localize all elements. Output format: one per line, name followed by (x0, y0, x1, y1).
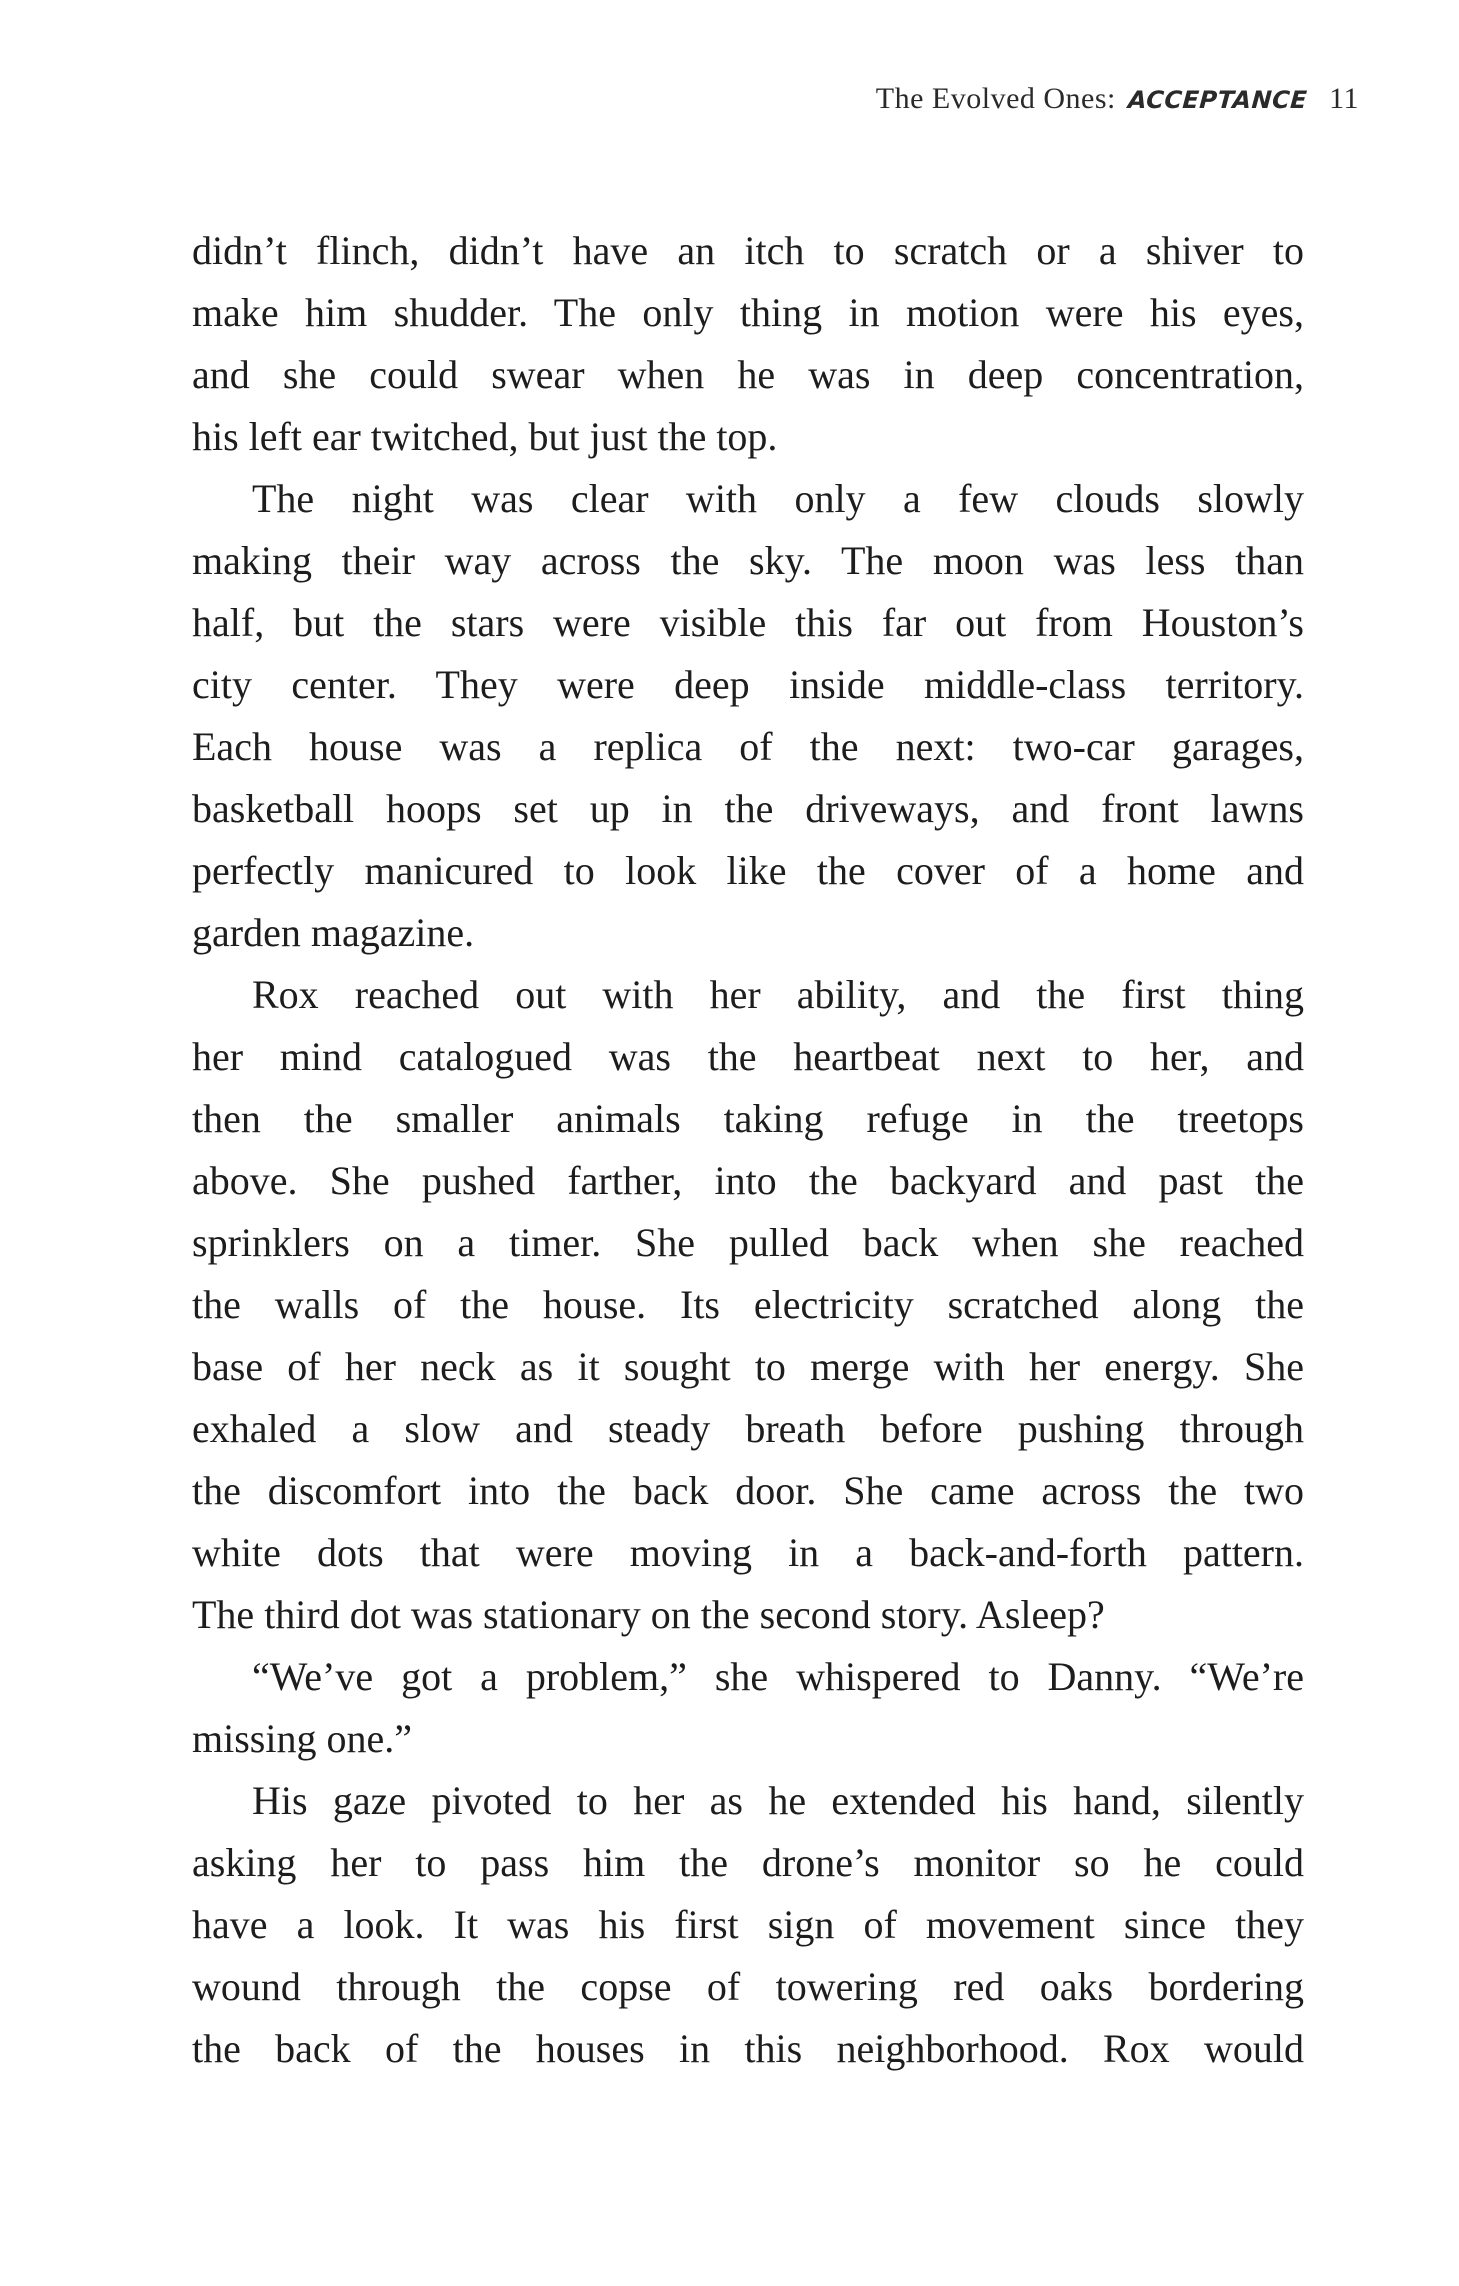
text-line: make him shudder. The only thing in motion were his eyes, (192, 290, 1304, 335)
text-line: sprinklers on a timer. She pulled back when she reached (192, 1220, 1304, 1265)
series-title: The Evolved Ones: (875, 82, 1116, 115)
text-line: garden magazine. (192, 910, 475, 955)
text-line: The third dot was stationary on the second story. Asleep? (192, 1592, 1105, 1637)
text-line: her mind catalogued was the heartbeat next to her, and (192, 1034, 1304, 1079)
text-line: then the smaller animals taking refuge in the treetops (192, 1096, 1304, 1141)
running-header (876, 82, 1359, 116)
text-line: wound through the copse of towering red oaks bordering (192, 1964, 1304, 2009)
text-line: Each house was a replica of the next: two-car garages, (192, 724, 1304, 769)
text-line: missing one.” (192, 1716, 412, 1761)
text-line: basketball hoops set up in the driveways, and front lawns (192, 786, 1304, 831)
text-line: didn’t flinch, didn’t have an itch to scratch or a shiver to (192, 228, 1304, 273)
text-line: exhaled a slow and steady breath before pushing through (192, 1406, 1304, 1451)
page-number: 11 (1329, 82, 1359, 115)
body-text (192, 220, 1304, 2080)
text-line: half, but the stars were visible this far out from Houston’s (192, 600, 1304, 645)
text-line: his left ear twitched, but just the top. (192, 414, 778, 459)
text-line: city center. They were deep inside middle-class territory. (192, 662, 1304, 707)
text-line: the discomfort into the back door. She came across the two (192, 1468, 1304, 1513)
text-line: and she could swear when he was in deep concentration, (192, 352, 1304, 397)
text-line: Rox reached out with her ability, and the first thing (252, 972, 1304, 1017)
text-line: the walls of the house. Its electricity scratched along the (192, 1282, 1304, 1327)
book-subtitle: ACCEPTANCE (1126, 86, 1309, 114)
text-line: His gaze pivoted to her as he extended his hand, silently (252, 1778, 1304, 1823)
text-line: base of her neck as it sought to merge with her energy. She (192, 1344, 1304, 1389)
text-line: white dots that were moving in a back-and-forth pattern. (192, 1530, 1304, 1575)
text-line: “We’ve got a problem,” she whispered to Danny. “We’re (252, 1654, 1304, 1699)
text-line: The night was clear with only a few clouds slowly (252, 476, 1304, 521)
text-line: making their way across the sky. The moon was less than (192, 538, 1304, 583)
text-line: perfectly manicured to look like the cover of a home and (192, 848, 1304, 893)
text-line: the back of the houses in this neighborhood. Rox would (192, 2026, 1304, 2071)
text-line: have a look. It was his first sign of movement since they (192, 1902, 1304, 1947)
text-line: above. She pushed farther, into the backyard and past the (192, 1158, 1304, 1203)
text-line: asking her to pass him the drone’s monitor so he could (192, 1840, 1304, 1885)
